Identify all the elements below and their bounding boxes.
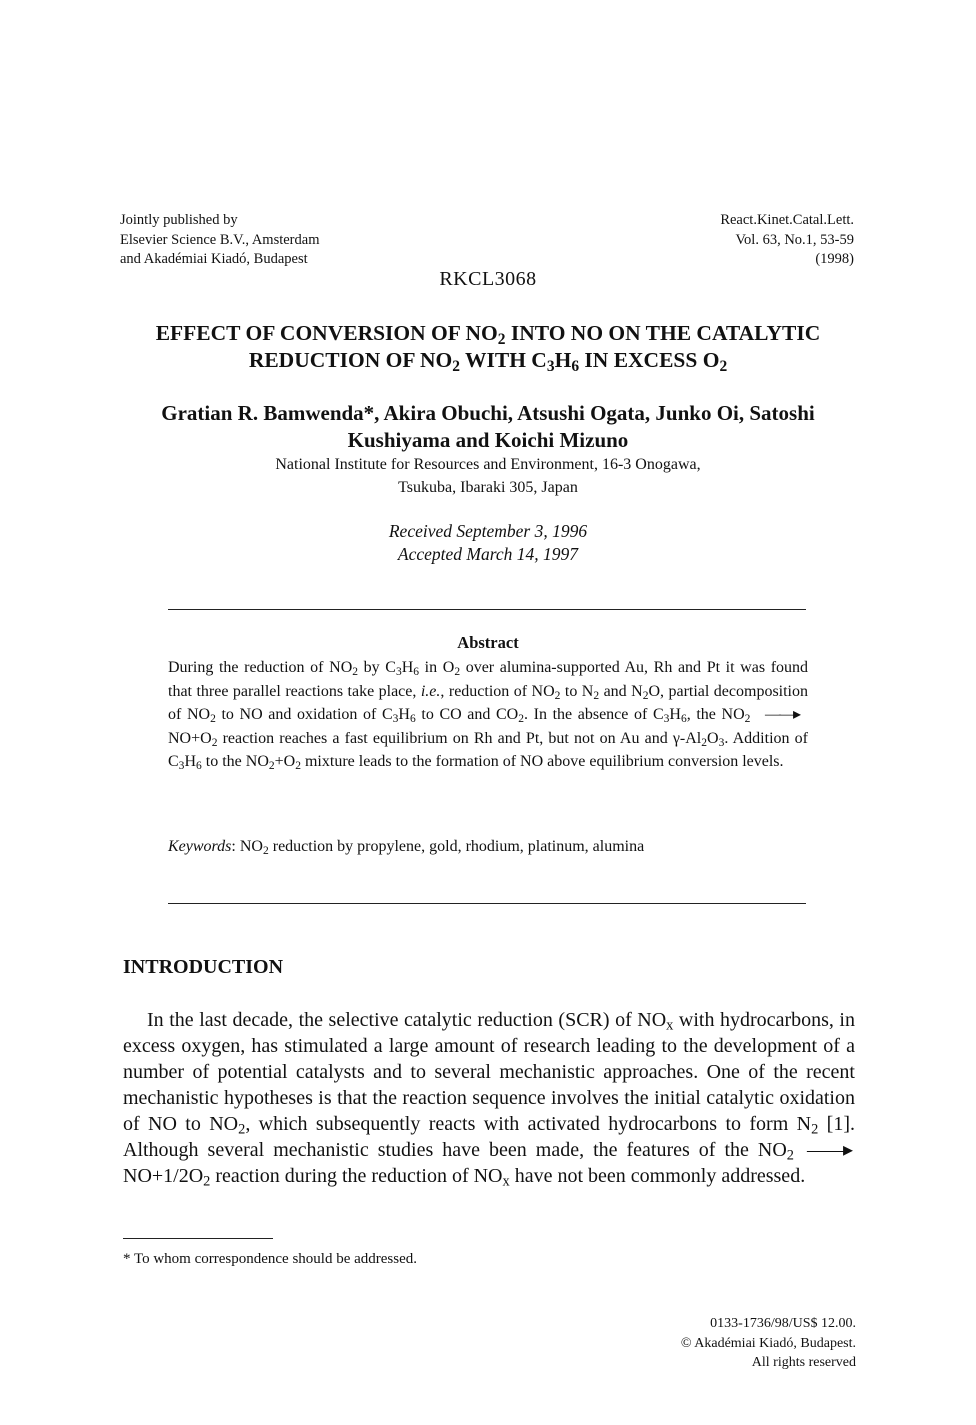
- copyright-block: [681, 1314, 856, 1373]
- publisher-line: Elsevier Science B.V., Amsterdam: [120, 231, 320, 248]
- author-line: Gratian R. Bamwenda*, Akira Obuchi, Atsushi Ogata, Junko Oi, Satoshi: [161, 401, 815, 425]
- affiliation: [60, 453, 916, 499]
- abstract-bottom-rule: [168, 903, 806, 904]
- abstract-heading: Abstract: [457, 633, 519, 652]
- price-code: 0133-1736/98/US$ 12.00.: [710, 1316, 856, 1331]
- journal-line: React.Kinet.Catal.Lett.: [720, 212, 854, 228]
- affiliation-line: National Institute for Resources and Environment, 16-3 Onogawa,: [275, 456, 701, 473]
- received-date: Received September 3, 1996: [388, 521, 588, 541]
- article-code: RKCL3068: [439, 268, 537, 290]
- publisher-line: and Akadémiai Kiadó, Budapest: [120, 251, 308, 267]
- author-line: Kushiyama and Koichi Mizuno: [347, 428, 629, 452]
- author-list: [60, 400, 916, 454]
- introduction-paragraph: In the last decade, the selective catalytic reduction (SCR) of $NO_x$ with hydrocarbons, in excess oxygen, has stimulated a large amount of research leading to the development of a number of potential catalysts and to several mechanistic approaches. One of the recent mechanistic hypotheses is that the reaction sequence involves the initial catalytic oxidation of NO to $NO_2$, which subsequently reacts with activated hydrocarbons to form $N_2$ [1]. Although several mechanistic studies have been made, the features of the $NO_2$ ——▸ $NO+1/2O_2$ reaction during the reduction of $NO_x$ have not been commonly addressed.: [123, 1009, 855, 1190]
- section-heading: INTRODUCTION: [123, 956, 284, 978]
- title-line-1: EFFECT OF CONVERSION OF $NO_2$ INTO NO ON THE CATALYTIC: [155, 321, 821, 348]
- reaction-arrow-icon: ——▸: [765, 706, 800, 724]
- journal-citation: [720, 211, 854, 270]
- footnote-rule: [123, 1238, 273, 1239]
- submission-dates: [60, 520, 916, 566]
- title-line-2: REDUCTION OF $NO_2$ WITH $C_3H_6$ IN EXCESS $O_2$: [248, 348, 728, 375]
- abstract-text: During the reduction of $NO_2$ by $C_3H_6$ in $O_2$ over alumina-supported Au, Rh and Pt it was found that three parallel reactions take place, i.e., reduction of $NO_2$ to $N_2$ and $N_2O$, partial decomposition of $NO_2$ to NO and oxidation of $C_3H_6$ to CO and $CO_2$. In the absence of $C_3H_6$, the $NO_2$ ——▸ $NO+O_2$ reaction reaches a fast equilibrium on Rh and Pt, but not on Au and $\gamma-Al_2O_3$. Addition of $C_3H_6$ to the $NO_2+O_2$ mixture leads to the formation of NO above equilibrium conversion levels.: [168, 659, 809, 773]
- keywords: Keywords: $NO_2$ reduction by propylene, gold, rhodium, platinum, alumina: [168, 838, 645, 857]
- keywords-label: Keywords: [168, 838, 232, 855]
- copyright-holder: © Akadémiai Kiadó, Budapest.: [680, 1335, 856, 1351]
- paper-title: [60, 320, 916, 374]
- accepted-date: Accepted March 14, 1997: [397, 544, 579, 564]
- reaction-arrow-icon: ——▸: [806, 1139, 852, 1161]
- journal-line: (1998): [815, 251, 854, 267]
- footnote: * To whom correspondence should be addressed.: [123, 1251, 418, 1267]
- publisher-line: Jointly published by: [120, 212, 238, 228]
- journal-line: Vol. 63, No.1, 53-59: [735, 231, 854, 248]
- affiliation-line: Tsukuba, Ibaraki 305, Japan: [398, 479, 578, 496]
- rights-statement: All rights reserved: [751, 1355, 856, 1370]
- publisher-info: [120, 211, 319, 270]
- abstract-top-rule: [168, 609, 806, 610]
